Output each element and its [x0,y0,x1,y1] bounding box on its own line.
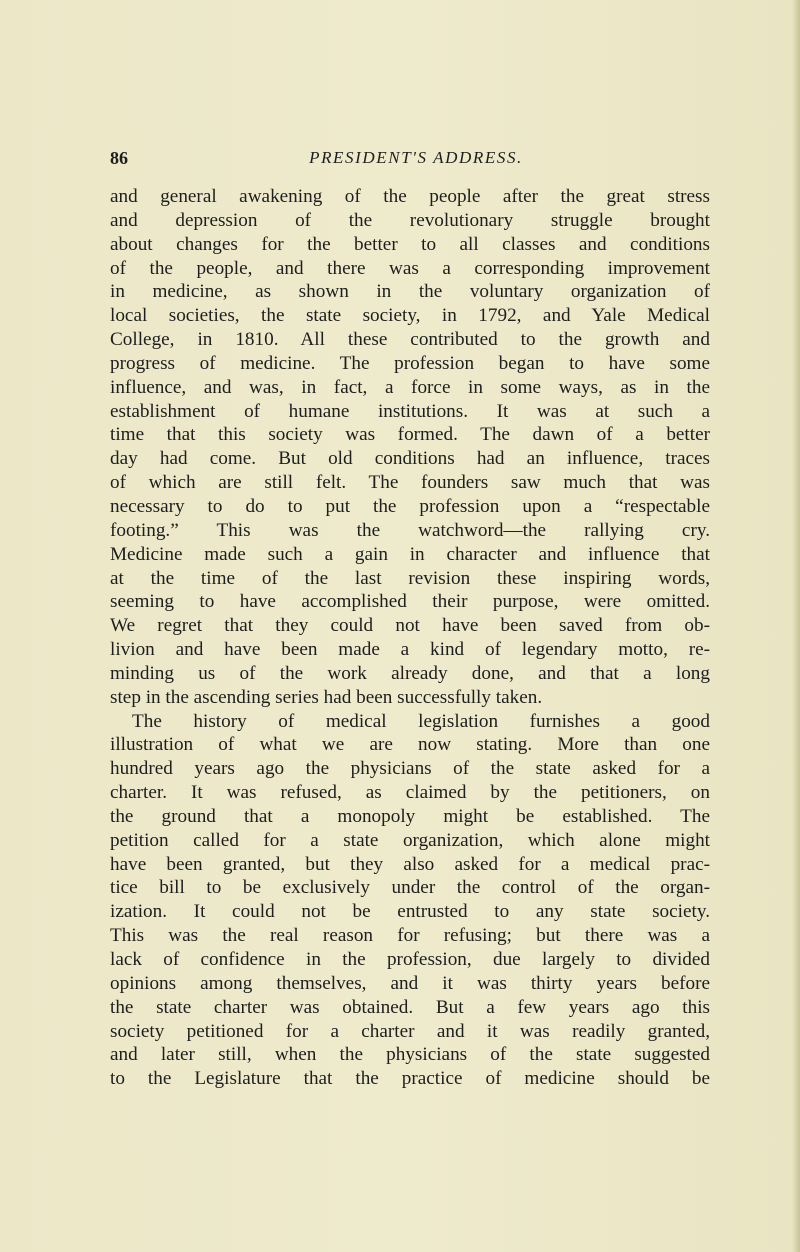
text-line: of which are still felt. The founders saw much that was [110,472,710,494]
text-line: seeming to have accomplished their purpose, were omitted. [110,591,710,613]
text-line: ization. It could not be entrusted to any state society. [110,901,710,923]
text-line: necessary to do to put the profession upon a “respectable [110,495,710,517]
text-line: day had come. But old conditions had an influence, traces [110,448,710,470]
text-line: to the Legislature that the practice of medicine should be [110,1068,710,1090]
text-line: influence, and was, in fact, a force in some ways, as in the [110,376,710,398]
text-line: and depression of the revolutionary struggle brought [110,209,710,231]
text-line: about changes for the better to all classes and conditions [110,233,710,255]
text-line: hundred years ago the physicians of the state asked for a [110,758,710,780]
text-line: of the people, and there was a corresponding improvement [110,257,710,279]
text-line: livion and have been made a kind of legendary motto, re- [110,639,710,661]
text-line: local societies, the state society, in 1792, and Yale Medical [110,305,710,327]
text-line: the ground that a monopoly might be established. The [110,805,710,827]
text-line: in medicine, as shown in the voluntary organization of [110,281,710,303]
text-line: petition called for a state organization, which alone might [110,829,710,851]
text-line: tice bill to be exclusively under the control of the organ- [110,877,710,899]
text-line: society petitioned for a charter and it was readily granted, [110,1020,710,1042]
text-line: minding us of the work already done, and that a long [110,662,710,684]
text-line: College, in 1810. All these contributed to the growth and [110,329,710,351]
text-line: and later still, when the physicians of the state suggested [110,1044,710,1066]
text-line: Medicine made such a gain in character and influence that [110,543,710,565]
page-edge-shadow [792,0,800,1252]
text-line: and general awakening of the people after the great stress [110,186,710,207]
body-text [110,185,710,1091]
page-number: 86 [110,148,128,168]
text-line: lack of confidence in the profession, due largely to divided [110,949,710,970]
text-line: have been granted, but they also asked for a medical prac- [110,853,710,875]
text-line: This was the real reason for refusing; but there was a [110,925,710,947]
text-line: at the time of the last revision these inspiring words, [110,567,710,589]
text-line: We regret that they could not have been saved from ob- [110,615,710,637]
text-line: opinions among themselves, and it was thirty years before [110,972,710,994]
running-head: PRESIDENT'S ADDRESS. [309,148,523,167]
text-line: footing.” This was the watchword—the rallying cry. [110,519,710,541]
text-line: time that this society was formed. The dawn of a better [110,424,710,446]
text-line: illustration of what we are now stating. More than one [110,734,710,756]
text-line: the state charter was obtained. But a few years ago this [110,996,710,1018]
text-line: establishment of humane institutions. It was at such a [110,400,710,422]
text-line: The history of medical legislation furnishes a good [132,710,710,732]
text-line: charter. It was refused, as claimed by the petitioners, on [110,782,710,804]
text-line: step in the ascending series had been successfully taken. [110,686,543,708]
text-line: progress of medicine. The profession began to have some [110,352,710,374]
page-header [110,148,710,174]
